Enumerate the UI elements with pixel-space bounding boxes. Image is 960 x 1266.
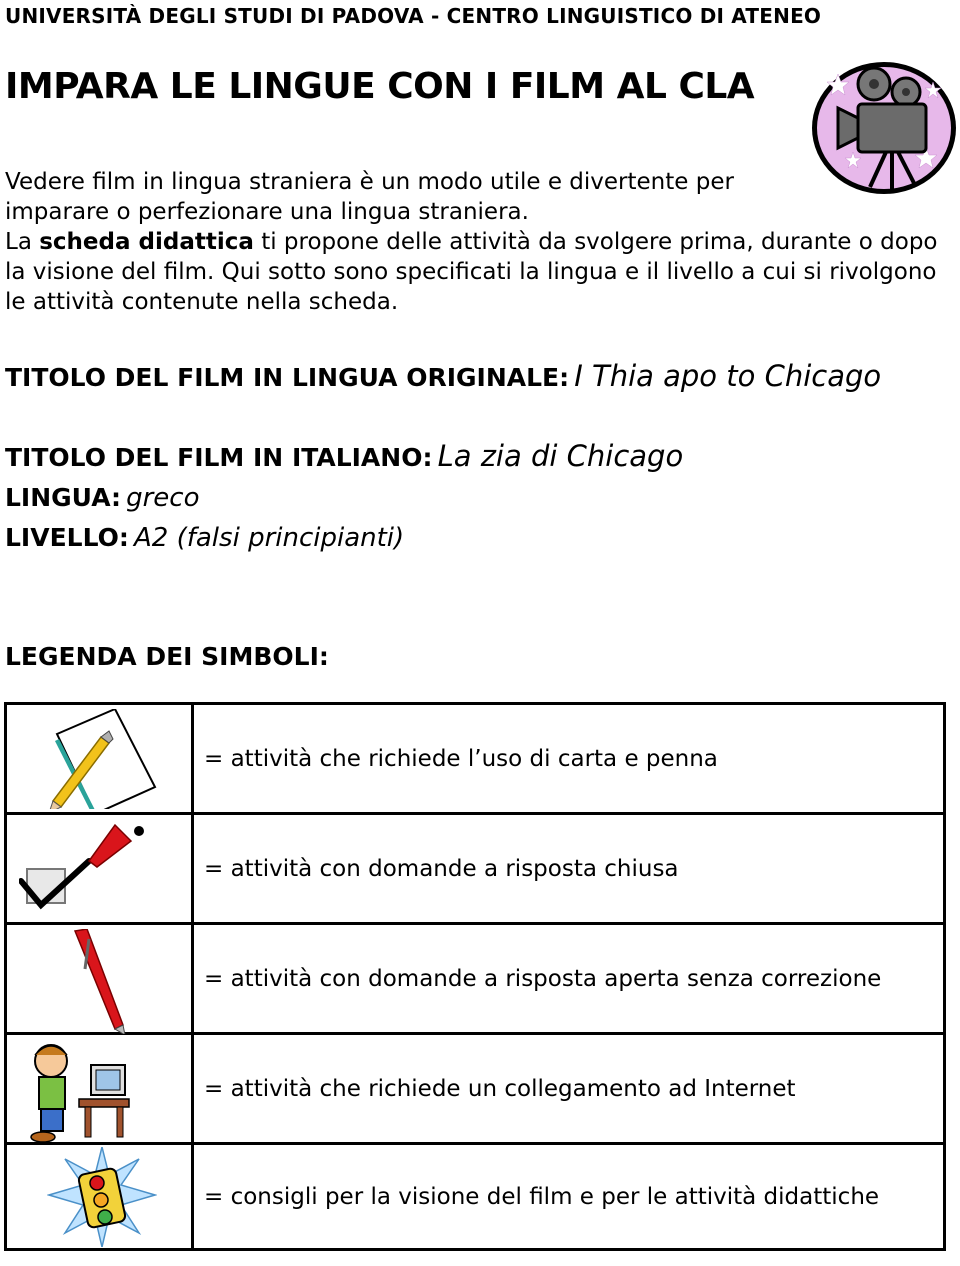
legend-table xyxy=(4,702,946,1251)
italian-title-label: TITOLO DEL FILM IN ITALIANO: xyxy=(5,443,433,472)
legend-row xyxy=(6,1144,945,1250)
scheda-didattica-bold: scheda didattica xyxy=(39,229,254,255)
language-field xyxy=(5,478,935,521)
level-label: LIVELLO: xyxy=(5,523,129,552)
legend-text: = consigli per la visione del film e per le attività didattiche xyxy=(193,1144,945,1250)
original-title-value: I Thia apo to Chicago xyxy=(574,359,882,393)
original-title-field xyxy=(5,356,935,401)
legend-row xyxy=(6,1034,945,1144)
paper-pencil-icon xyxy=(37,709,157,809)
original-title-label: TITOLO DEL FILM IN LINGUA ORIGINALE: xyxy=(5,363,570,392)
red-pen-icon xyxy=(37,929,137,1034)
legend-title: LEGENDA DEI SIMBOLI: xyxy=(5,642,329,671)
legend-text: = attività con domande a risposta chiusa xyxy=(193,814,945,924)
italian-title-field xyxy=(5,436,935,481)
legend-row xyxy=(6,924,945,1034)
checkmark-pen-icon xyxy=(19,819,149,919)
legend-text: = attività che richiede un collegamento ad Internet xyxy=(193,1034,945,1144)
intro-text xyxy=(5,167,945,317)
computer-user-icon xyxy=(21,1039,141,1144)
traffic-light-icon xyxy=(47,1147,157,1247)
page-title: IMPARA LE LINGUE CON I FILM AL CLA xyxy=(5,66,755,107)
legend-row xyxy=(6,814,945,924)
legend-text: = attività con domande a risposta aperta senza correzione xyxy=(193,924,945,1034)
level-field xyxy=(5,518,935,561)
language-label: LINGUA: xyxy=(5,483,122,512)
level-value: A2 (falsi principianti) xyxy=(133,523,405,553)
language-value: greco xyxy=(126,483,200,513)
intro-paragraph-2: La scheda didattica ti propone delle attività da svolgere prima, durante o dopo la visione del film. Qui sotto sono specificati la lingua e il livello a cui si rivolgono le attività contenute nella scheda. xyxy=(5,229,938,315)
legend-row xyxy=(6,704,945,814)
intro-paragraph-1: Vedere film in lingua straniera è un modo utile e divertente per imparare o perfezionare una lingua straniera. xyxy=(5,169,734,225)
italian-title-value: La zia di Chicago xyxy=(437,439,684,473)
university-header: UNIVERSITÀ DEGLI STUDI DI PADOVA - CENTRO LINGUISTICO DI ATENEO xyxy=(5,4,822,28)
legend-text: = attività che richiede l’uso di carta e penna xyxy=(193,704,945,814)
